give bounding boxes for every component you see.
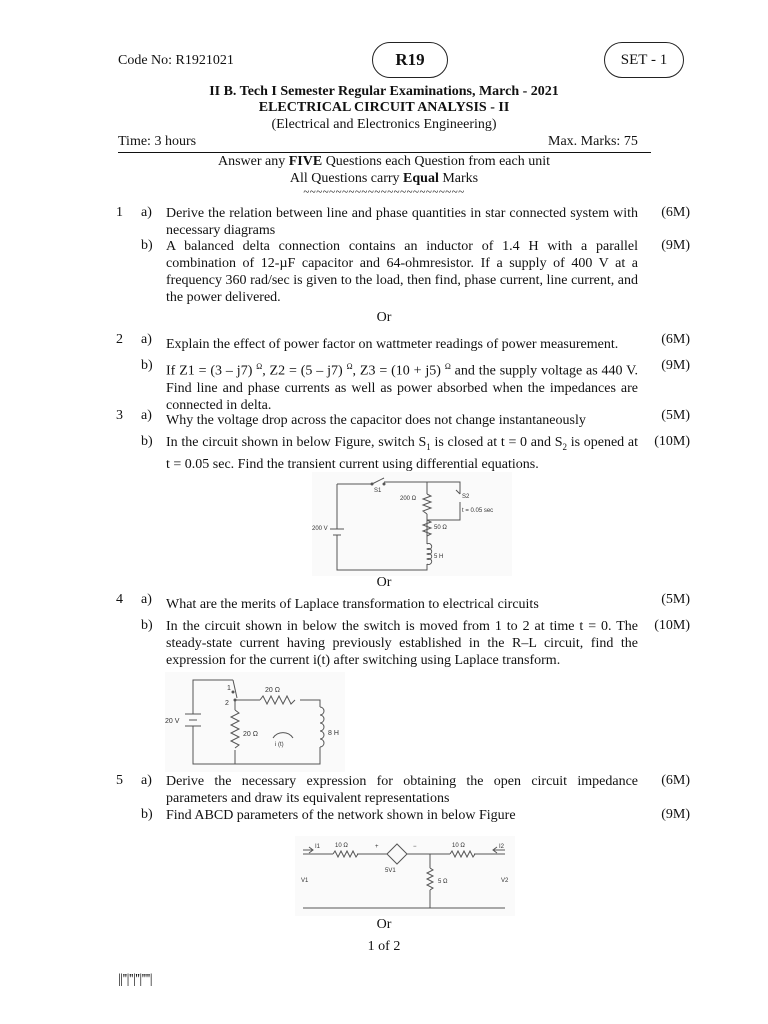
instruction-line-2 [0, 171, 768, 187]
instruction-text: Marks [438, 171, 479, 186]
figure-label: 5 Ω [438, 879, 448, 885]
question-text [166, 358, 638, 414]
circuit-figure-switch [312, 472, 512, 576]
figure-label: V2 [501, 878, 509, 884]
part-label: b) [141, 238, 153, 253]
marks: (6M) [661, 332, 690, 347]
part-label: b) [141, 434, 153, 449]
question-number: 3 [116, 408, 123, 423]
part-label: a) [141, 205, 152, 220]
figure-label: I1 [315, 844, 321, 850]
part-label: a) [141, 332, 152, 347]
question-number: 5 [116, 773, 123, 788]
text-run: In the circuit shown in below Figure, switch S [166, 435, 427, 450]
text-run: is opened at t = 0.05 sec. Find the transient current using differential equations. [166, 435, 638, 472]
instruction-text: Answer any [217, 154, 289, 169]
question-text [166, 434, 638, 473]
figure-label: I2 [499, 844, 505, 850]
marks: (9M) [661, 807, 690, 822]
question-text: Find ABCD parameters of the network shown in below Figure [166, 808, 516, 823]
marks: (10M) [654, 434, 690, 449]
or-separator: Or [376, 917, 392, 932]
question-text: A balanced delta connection contains an inductor of 1.4 H with a parallel combination of 12-µF capacitor and 64-ohmresistor. If a supply of 400 V at a frequency 360 rad/sec is given to the load, then find, phase current, line current, and the power delivered. [166, 239, 638, 305]
question-text: Derive the relation between line and phase quantities in star connected system with necessary diagrams [166, 206, 638, 238]
exam-title: II B. Tech I Semester Regular Examinations, March - 2021 [209, 84, 559, 99]
circuit-figure-laplace [165, 672, 345, 772]
text-run: is closed at t = 0 and S [430, 435, 563, 450]
part-label: b) [141, 358, 153, 373]
figure-label: 20 Ω [265, 687, 280, 694]
text-run: , Z3 = (10 + j5) [352, 363, 445, 379]
ohm-symbol: Ω [256, 362, 263, 371]
marks: (5M) [661, 408, 690, 423]
figure-label: 200 Ω [400, 496, 417, 502]
question-text: Derive the necessary expression for obtaining the open circuit impedance parameters and draw its equivalent representations [166, 774, 638, 806]
figure-label: + [375, 844, 379, 850]
marks: (10M) [654, 618, 690, 633]
instruction-emphasis: FIVE [288, 154, 323, 169]
or-separator: Or [376, 310, 392, 325]
figure-label: 10 Ω [452, 843, 465, 849]
subject-title: ELECTRICAL CIRCUIT ANALYSIS - II [258, 100, 510, 115]
max-marks: Max. Marks: 75 [548, 134, 638, 149]
text-run: If Z1 = (3 – j7) [166, 363, 257, 379]
exam-time: Time: 3 hours [118, 134, 197, 149]
question-number: 2 [116, 332, 123, 347]
figure-label: t = 0.05 sec [462, 508, 494, 514]
figure-label: 1 [227, 685, 231, 692]
question-number: 1 [116, 205, 123, 220]
or-separator: Or [376, 575, 392, 590]
figure-label: 2 [225, 700, 229, 707]
tilde-divider: ~~~~~~~~~~~~~~~~~~~~~~~~~ [303, 186, 465, 198]
figure-label: S2 [462, 494, 470, 500]
branch-title: (Electrical and Electronics Engineering) [271, 117, 497, 132]
marks: (6M) [661, 773, 690, 788]
figure-label: i (t) [275, 742, 284, 748]
part-label: b) [141, 618, 153, 633]
part-label: a) [141, 773, 152, 788]
question-text: Explain the effect of power factor on wattmeter readings of power measurement. [166, 337, 619, 352]
question-text: In the circuit shown in below the switch is moved from 1 to 2 at time t = 0. The steady-state current having previously established in the R–L circuit, find the expression for the current i(t) after switching using Laplace transform. [166, 619, 638, 668]
header-rule [118, 152, 651, 153]
figure-label: 50 Ω [434, 525, 447, 531]
figure-label: 20 V [165, 718, 180, 725]
subscript: 2 [562, 441, 567, 452]
set-badge: SET - 1 [604, 42, 684, 78]
figure-label: 8 H [328, 730, 339, 737]
instruction-emphasis: Equal [403, 171, 439, 186]
instruction-text: All Questions carry [289, 171, 404, 186]
regulation-badge: R19 [372, 42, 448, 78]
question-text: Why the voltage drop across the capacitor does not change instantaneously [166, 413, 586, 428]
question-number: 4 [116, 592, 123, 607]
part-label: a) [141, 408, 152, 423]
ohm-symbol: Ω [346, 362, 353, 371]
figure-label: S1 [374, 488, 382, 494]
page-number: 1 of 2 [367, 939, 401, 954]
instruction-line-1 [0, 154, 768, 170]
barcode: ||''|''|''|''''| [118, 972, 153, 987]
part-label: a) [141, 592, 152, 607]
circuit-figure-two-port [295, 836, 515, 916]
figure-label: − [413, 844, 417, 850]
ohm-symbol: Ω [444, 362, 451, 371]
figure-label: 20 Ω [243, 731, 258, 738]
figure-label: 10 Ω [335, 843, 348, 849]
figure-label: V1 [301, 878, 309, 884]
instruction-text: Questions each Question from each unit [322, 154, 551, 169]
marks: (5M) [661, 592, 690, 607]
subscript: 1 [426, 441, 431, 452]
marks: (9M) [661, 358, 690, 373]
code-number: Code No: R1921021 [118, 53, 234, 68]
question-text: What are the merits of Laplace transformation to electrical circuits [166, 597, 539, 612]
marks: (6M) [661, 205, 690, 220]
text-run: and the supply voltage as 440 V. Find line and phase currents as well as power absorbed when the impedances are connected in delta. [166, 363, 638, 413]
figure-label: 5 H [434, 554, 444, 560]
figure-label: 5V1 [385, 868, 396, 874]
part-label: b) [141, 807, 153, 822]
marks: (9M) [661, 238, 690, 253]
text-run: , Z2 = (5 – j7) [262, 363, 347, 379]
figure-label: 200 V [312, 526, 328, 532]
